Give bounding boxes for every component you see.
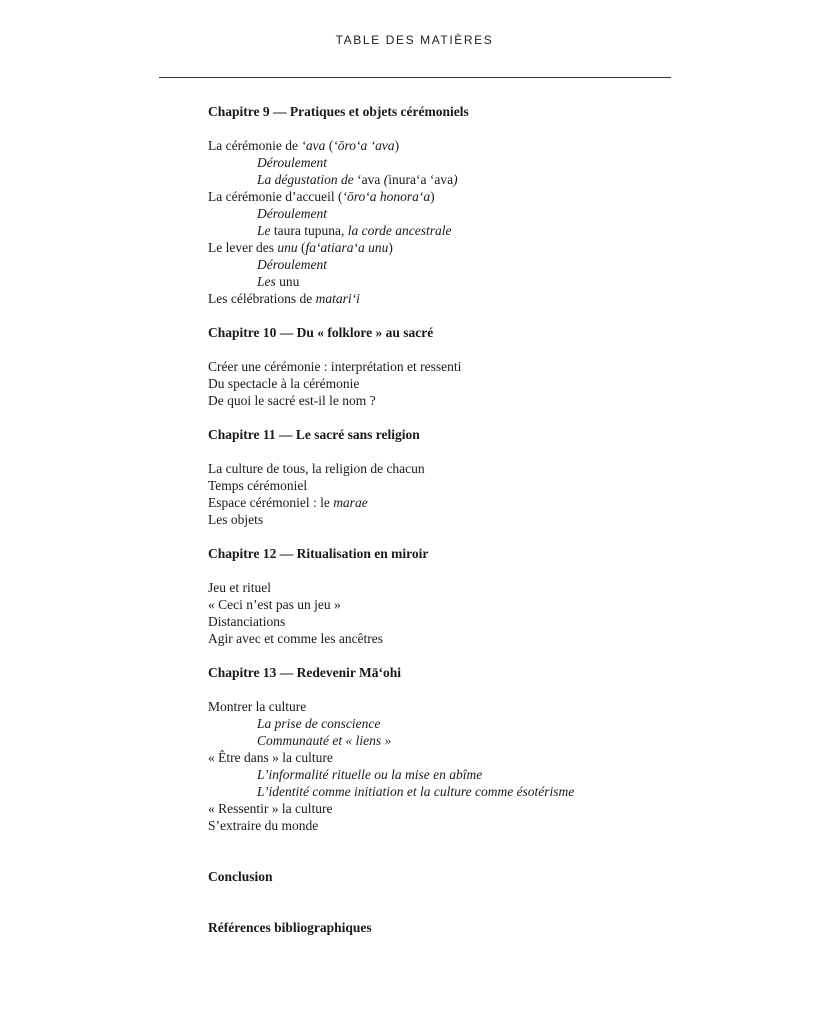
toc-subentry[interactable]: La prise de conscience	[257, 716, 381, 731]
toc-subentry[interactable]: L’informalité rituelle ou la mise en abîme	[257, 767, 483, 782]
toc-subentry[interactable]: L’identité comme initiation et la culture comme ésotérisme	[257, 784, 575, 799]
toc-entry[interactable]: « Être dans » la culture	[208, 750, 333, 765]
toc-entry[interactable]: « Ressentir » la culture	[208, 801, 333, 816]
toc-entry[interactable]: Agir avec et comme les ancêtres	[208, 631, 384, 646]
toc-entry[interactable]: Créer une cérémonie : interprétation et ressenti	[208, 359, 462, 374]
page-header: TABLE DES MATIÈRES	[335, 33, 494, 47]
table-of-contents	[208, 103, 668, 936]
toc-entry[interactable]: Montrer la culture	[208, 699, 307, 714]
toc-subentry[interactable]: La dégustation de ʻava (inuraʻa ʻava)	[257, 172, 458, 187]
toc-subentry[interactable]: Les unu	[257, 274, 300, 289]
header-rule	[159, 77, 671, 78]
toc-entry[interactable]: « Ceci n’est pas un jeu »	[208, 597, 341, 612]
toc-entry[interactable]: La culture de tous, la religion de chacun	[208, 461, 425, 476]
toc-entry[interactable]: Du spectacle à la cérémonie	[208, 376, 360, 391]
toc-entry[interactable]: Temps cérémoniel	[208, 478, 308, 493]
references-title[interactable]: Références bibliographiques	[208, 920, 372, 935]
toc-subentry[interactable]: Déroulement	[257, 206, 327, 221]
chapter-12-title[interactable]: Chapitre 12 — Ritualisation en miroir	[208, 546, 429, 561]
toc-entry[interactable]: Espace cérémoniel : le marae	[208, 495, 368, 510]
conclusion-title[interactable]: Conclusion	[208, 869, 273, 884]
chapter-13-title[interactable]: Chapitre 13 — Redevenir Māʻohi	[208, 665, 401, 680]
toc-entry[interactable]: Le lever des unu (faʻatiaraʻa unu)	[208, 240, 393, 255]
toc-subentry[interactable]: Le taura tupuna, la corde ancestrale	[257, 223, 452, 238]
chapter-9-title[interactable]: Chapitre 9 — Pratiques et objets cérémoniels	[208, 104, 469, 119]
toc-entry[interactable]: Les objets	[208, 512, 264, 527]
toc-subentry[interactable]: Communauté et « liens »	[257, 733, 392, 748]
chapter-10-title[interactable]: Chapitre 10 — Du « folklore » au sacré	[208, 325, 434, 340]
toc-entry[interactable]: La cérémonie d’accueil (ʻōroʻa honoraʻa)	[208, 189, 435, 204]
chapter-11-title[interactable]: Chapitre 11 — Le sacré sans religion	[208, 427, 420, 442]
toc-entry[interactable]: De quoi le sacré est-il le nom ?	[208, 393, 376, 408]
toc-entry[interactable]: Les célébrations de matariʻi	[208, 291, 360, 306]
toc-entry[interactable]: Jeu et rituel	[208, 580, 271, 595]
toc-entry[interactable]: La cérémonie de ʻava (ʻōroʻa ʻava)	[208, 138, 400, 153]
toc-subentry[interactable]: Déroulement	[257, 155, 327, 170]
toc-entry[interactable]: S’extraire du monde	[208, 818, 319, 833]
toc-entry[interactable]: Distanciations	[208, 614, 286, 629]
toc-subentry[interactable]: Déroulement	[257, 257, 327, 272]
